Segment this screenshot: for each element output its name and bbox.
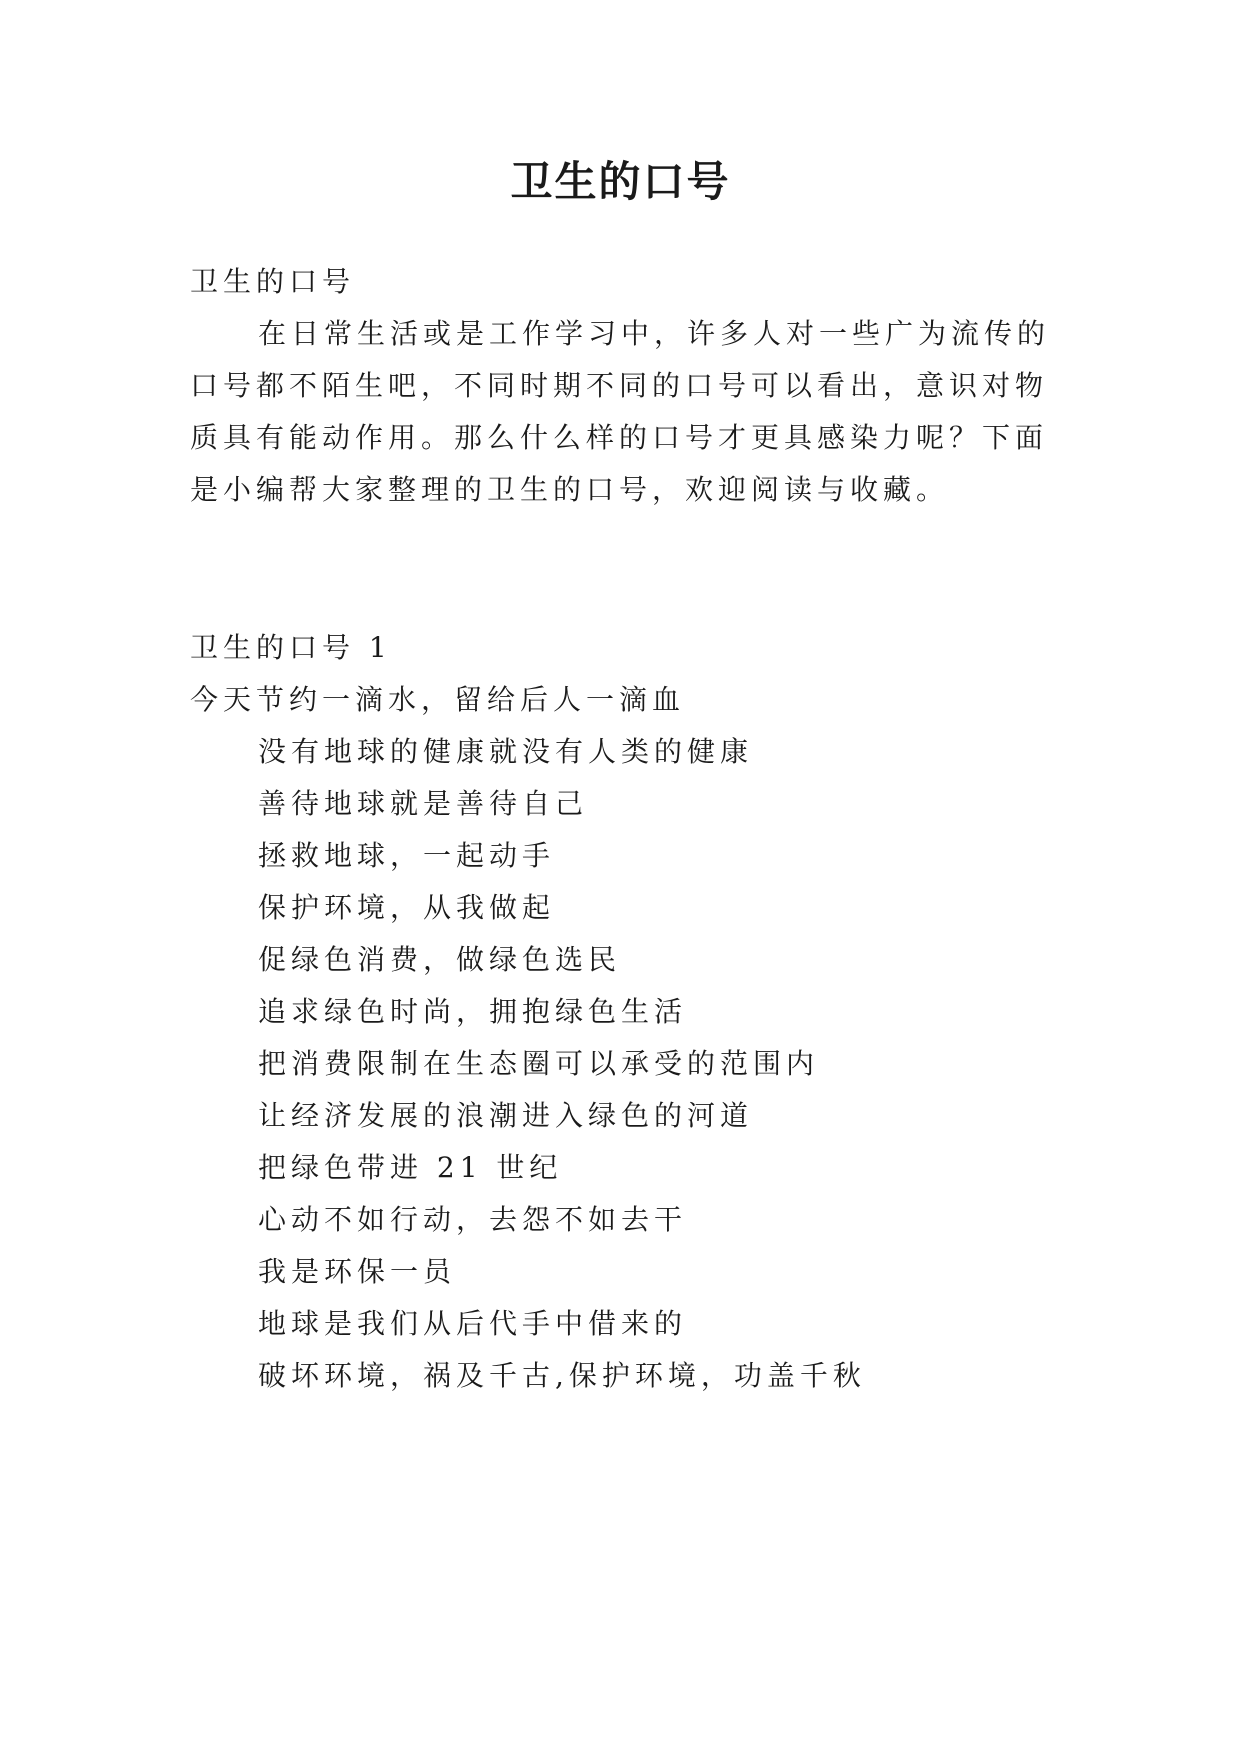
intro-paragraph-line: 在日常生活或是工作学习中，许多人对一些广为流传的 [258,317,1051,350]
slogan-first-line: 今天节约一滴水，留给后人一滴血 [190,683,686,716]
slogan-line: 破坏环境，祸及千古,保护环境，功盖千秋 [258,1359,866,1392]
slogan-line: 没有地球的健康就没有人类的健康 [258,735,754,768]
slogan-line: 地球是我们从后代手中借来的 [258,1307,688,1340]
slogan-line: 拯救地球，一起动手 [258,839,556,872]
slogan-line: 心动不如行动，去怨不如去干 [258,1203,688,1236]
slogan-line: 让经济发展的浪潮进入绿色的河道 [258,1099,754,1132]
slogan-line: 善待地球就是善待自己 [258,787,589,820]
document-title: 卫生的口号 [510,157,731,206]
slogan-line: 保护环境，从我做起 [258,891,556,924]
intro-paragraph-line: 质具有能动作用。那么什么样的口号才更具感染力呢？下面 [190,421,1049,454]
slogan-line: 促绿色消费，做绿色选民 [258,943,622,976]
slogan-line: 我是环保一员 [258,1255,457,1288]
intro-heading: 卫生的口号 [190,265,356,298]
slogan-line: 把绿色带进 21 世纪 [258,1151,563,1184]
slogan-line: 追求绿色时尚，拥抱绿色生活 [258,995,688,1028]
intro-paragraph-line: 是小编帮大家整理的卫生的口号，欢迎阅读与收藏。 [190,473,950,506]
section-heading: 卫生的口号 1 [190,631,392,664]
intro-paragraph-line: 口号都不陌生吧，不同时期不同的口号可以看出，意识对物 [190,369,1049,402]
slogan-line: 把消费限制在生态圈可以承受的范围内 [258,1047,820,1080]
